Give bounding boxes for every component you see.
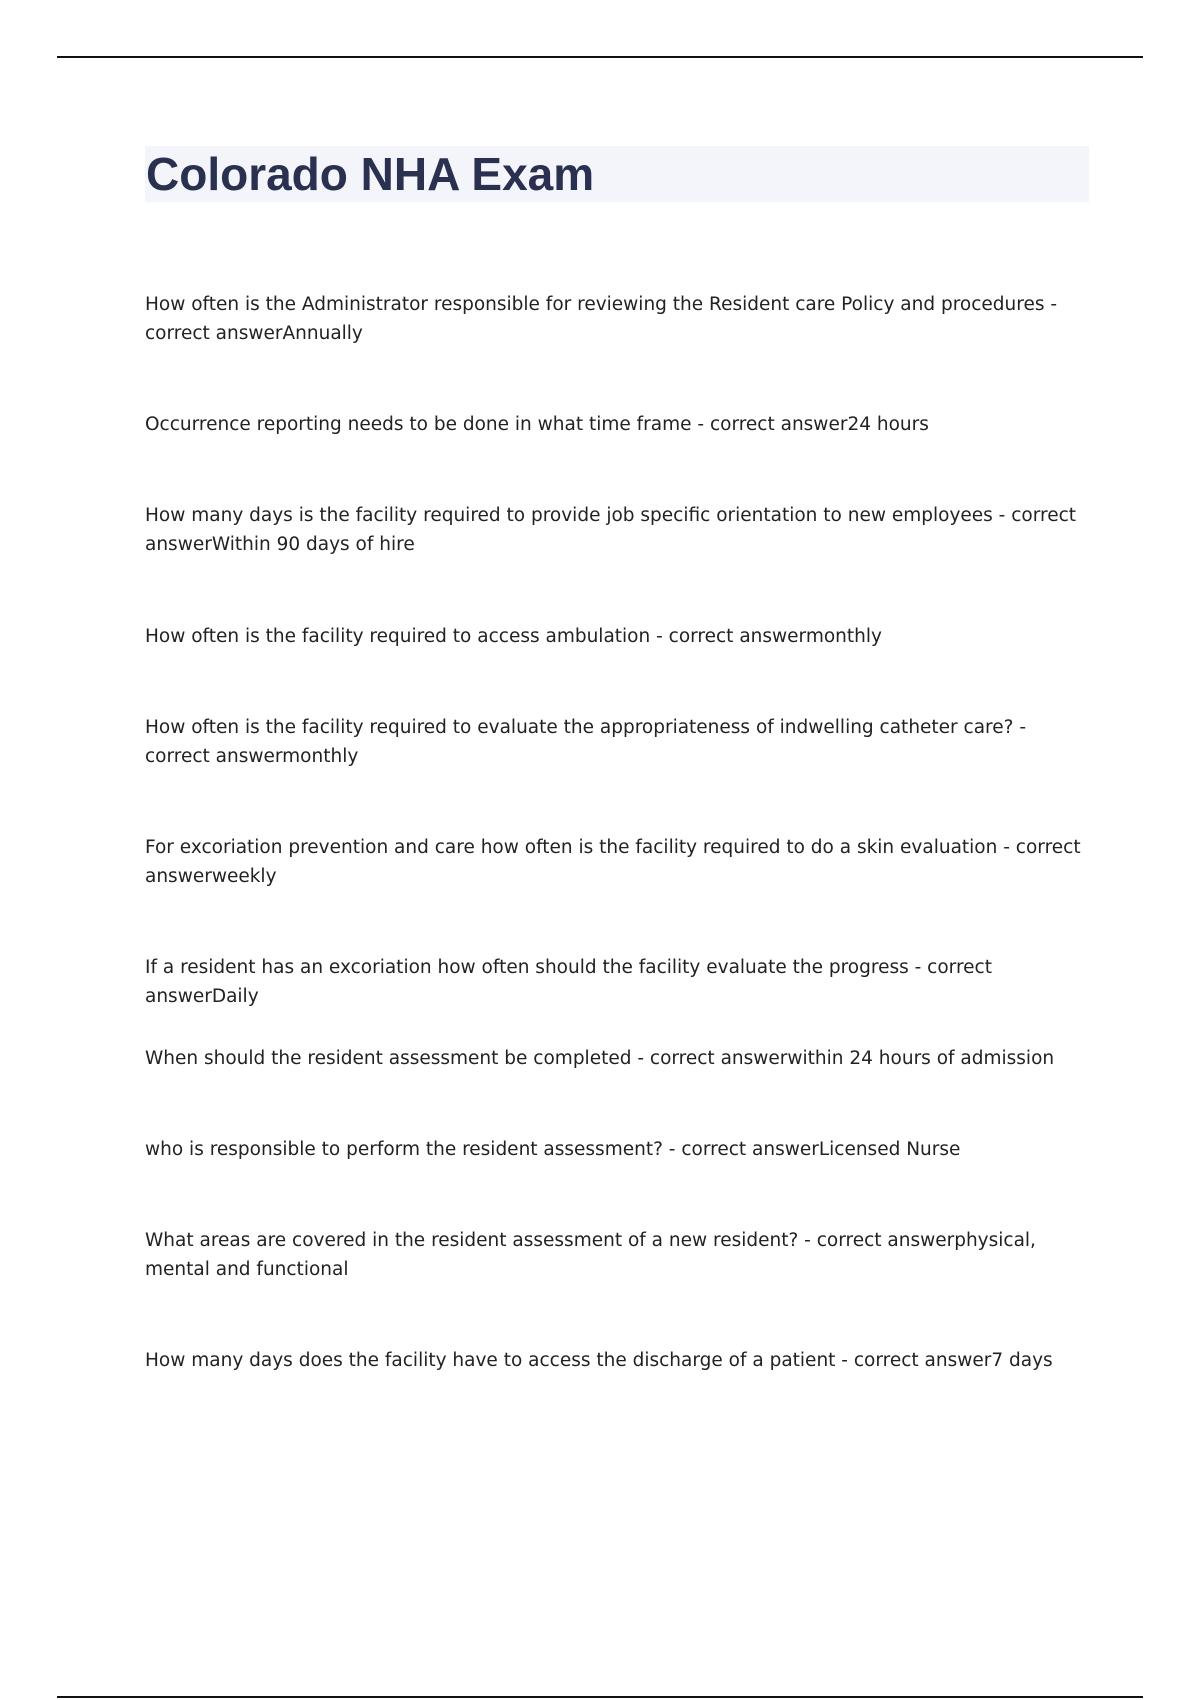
answer-separator: - correct answer <box>145 505 1077 555</box>
answer-text: Annually <box>282 323 363 344</box>
question-text: How often is the Administrator responsible for reviewing the Resident care Policy and procedures <box>145 294 1045 315</box>
answer-separator: - correct answer <box>145 717 1027 767</box>
answer-separator: - correct answer <box>835 1350 992 1371</box>
question-text: If a resident has an excoriation how often should the facility evaluate the progress <box>145 957 909 978</box>
answer-text: within 24 hours of admission <box>787 1048 1055 1069</box>
answer-separator: - correct answer <box>650 626 806 647</box>
qa-item-9 <box>145 1135 1090 1164</box>
bottom-rule <box>57 1696 1143 1698</box>
question-text: How many days is the facility required to provide job specific orientation to new employees <box>145 505 993 526</box>
qa-item-7 <box>145 953 1090 1011</box>
answer-text: monthly <box>282 746 359 767</box>
qa-item-5 <box>145 713 1090 771</box>
answer-separator: - correct answer <box>662 1139 819 1160</box>
answer-text: 7 days <box>991 1350 1053 1371</box>
question-text: How many days does the facility have to access the discharge of a patient <box>145 1350 836 1371</box>
answer-text: weekly <box>211 866 277 887</box>
answer-text: physical, mental and functional <box>145 1230 1036 1280</box>
answer-text: Daily <box>211 986 259 1007</box>
question-text: who is responsible to perform the resident assessment? <box>145 1139 663 1160</box>
question-text: Occurrence reporting needs to be done in what time frame <box>145 414 692 435</box>
answer-text: Within 90 days of hire <box>211 534 415 555</box>
document-title: Colorado NHA Exam <box>146 148 595 200</box>
question-text: How often is the facility required to access ambulation <box>145 626 651 647</box>
answer-separator: - correct answer <box>145 837 1081 887</box>
question-text: For excoriation prevention and care how often is the facility required to do a skin evaluation <box>145 837 998 858</box>
answer-separator: - correct answer <box>798 1230 955 1251</box>
top-rule <box>57 56 1143 58</box>
question-text: How often is the facility required to evaluate the appropriateness of indwelling catheter care? <box>145 717 1014 738</box>
qa-item-8 <box>145 1044 1090 1073</box>
qa-item-6 <box>145 833 1090 891</box>
question-text: When should the resident assessment be completed <box>145 1048 632 1069</box>
qa-item-2 <box>145 410 1090 439</box>
answer-separator: - correct answer <box>145 294 1058 344</box>
qa-item-10 <box>145 1226 1090 1284</box>
qa-item-3 <box>145 501 1090 559</box>
answer-separator: - correct answer <box>631 1048 788 1069</box>
qa-item-11 <box>145 1346 1090 1375</box>
answer-separator: - correct answer <box>145 957 992 1007</box>
qa-item-1 <box>145 290 1090 348</box>
answer-text: Licensed Nurse <box>818 1139 961 1160</box>
answer-text: 24 hours <box>847 414 929 435</box>
question-text: What areas are covered in the resident assessment of a new resident? <box>145 1230 799 1251</box>
answer-text: monthly <box>805 626 882 647</box>
answer-separator: - correct answer <box>691 414 848 435</box>
qa-item-4 <box>145 622 1090 651</box>
